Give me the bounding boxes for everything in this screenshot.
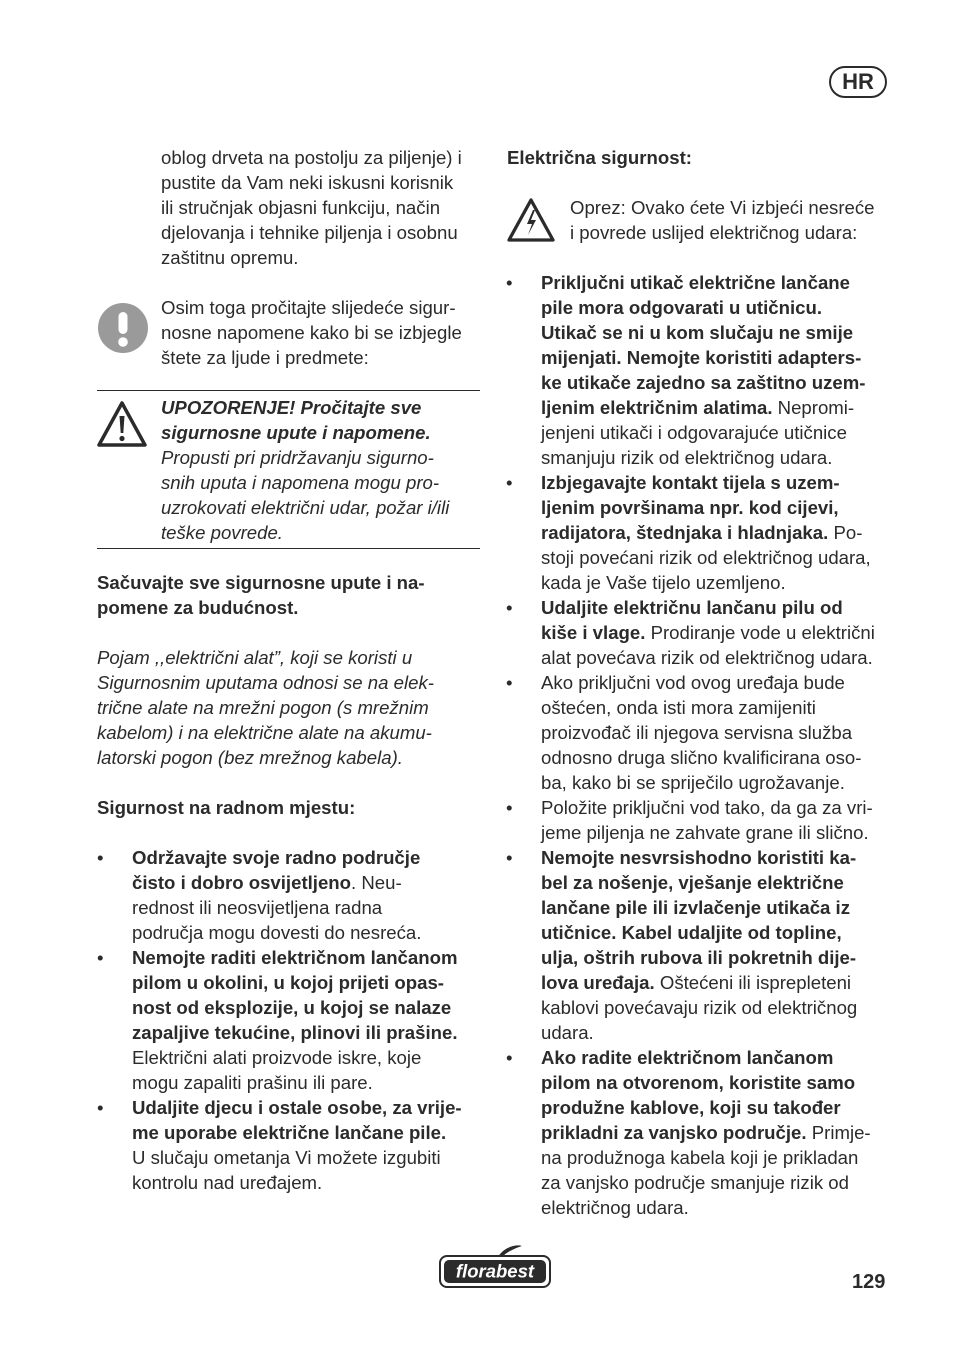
text-run: pilom na otvorenom, koristite samo: [541, 1072, 856, 1093]
list-item: [132, 945, 487, 1095]
text-run: nost od eksplozije, u kojoj se nalaze: [132, 997, 452, 1018]
text-run: kada je Vaše tijelo uzemljeno.: [541, 572, 786, 593]
text-run: Održavajte svoje radno područje: [132, 847, 421, 868]
text-line: [541, 1020, 901, 1045]
text-run: proizvođač ili njegova servisna služba: [541, 722, 853, 743]
text-line: trične alate na mrežni pogon (s mrežnim: [97, 697, 429, 718]
text-line: snih uputa i napomena mogu pro-: [161, 472, 440, 493]
text-line: [541, 620, 901, 645]
text-line: [541, 470, 901, 495]
text-line: oblog drveta na postolju za piljenje) i: [161, 147, 462, 168]
text-line: [132, 1020, 487, 1045]
text-line: [541, 845, 901, 870]
text-run: pile mora odgovarati u utičnicu.: [541, 297, 823, 318]
text-run: mijenjati. Nemojte koristiti adapters-: [541, 347, 862, 368]
text-line: [541, 495, 901, 520]
text-line: [541, 1195, 901, 1220]
text-run: Prodiranje vode u električni: [645, 622, 875, 643]
text-run: ke utikače zajedno sa zaštitno uzem-: [541, 372, 866, 393]
text-line: [541, 420, 901, 445]
text-line: [541, 595, 901, 620]
text-line: Osim toga pročitajte slijedeće sigur-: [161, 297, 456, 318]
text-run: Nepromi-: [772, 397, 855, 418]
text-run: kiše i vlage.: [541, 622, 646, 643]
text-line: [541, 295, 901, 320]
text-run: Priključni utikač električne lančane: [541, 272, 851, 293]
list-item: [541, 595, 901, 670]
text-line: [541, 570, 901, 595]
text-line: [132, 970, 487, 995]
text-line: Električni alati proizvode iskre, koje: [132, 1047, 422, 1068]
text-line: [132, 1120, 487, 1145]
workplace-safety-heading: Sigurnost na radnom mjestu:: [97, 797, 356, 818]
text-run: kablovi povećavaju rizik od električnog: [541, 997, 858, 1018]
text-run: Utikač se ni u kom slučaju ne smije: [541, 322, 854, 343]
text-line: kontrolu nad uređajem.: [132, 1172, 323, 1193]
text-run: ulja, oštrih rubova ili pokretnih dije-: [541, 947, 857, 968]
text-line: nosne napomene kako bi se izbjegle: [161, 322, 462, 343]
text-line: [541, 945, 901, 970]
text-run: udara.: [541, 1022, 594, 1043]
text-run: Ako priključni vod ovog uređaja bude: [541, 672, 845, 693]
text-line: [132, 995, 487, 1020]
text-line: [541, 820, 901, 845]
warning-text: [161, 395, 486, 545]
text-run: . Neu-: [351, 872, 402, 893]
text-line: pustite da Vam neki iskusni korisnik: [161, 172, 454, 193]
text-run: Udaljite električnu lančanu pilu od: [541, 597, 843, 618]
bullet-marker: •: [97, 1097, 104, 1118]
text-run: bel za nošenje, vješanje električne: [541, 872, 844, 893]
text-line: [541, 1120, 901, 1145]
text-line: [541, 920, 901, 945]
text-line: [541, 1145, 901, 1170]
text-line: [541, 1170, 901, 1195]
text-line: [541, 795, 901, 820]
text-run: smanjuju rizik od električnog udara.: [541, 447, 833, 468]
text-run: Udaljite djecu i ostale osobe, za vrije-: [132, 1097, 462, 1118]
svg-text:florabest: florabest: [455, 1260, 535, 1282]
text-run: pilom u okolini, u kojoj prijeti opas-: [132, 972, 444, 993]
list-item: [132, 845, 487, 945]
text-run: utičnice. Kabel udaljite od topline,: [541, 922, 842, 943]
bullet-marker: •: [506, 672, 513, 693]
text-line: Sačuvajte sve sigurnosne upute i na-: [97, 572, 425, 593]
text-run: Položite priključni vod tako, da ga za vri-: [541, 797, 873, 818]
electric-shock-warning-icon: [506, 197, 556, 249]
text-line: [541, 395, 901, 420]
text-line: [541, 695, 901, 720]
text-line: teške povrede.: [161, 522, 283, 543]
text-line: [541, 720, 901, 745]
text-line: kabelom) i na električne alate na akumu-: [97, 722, 432, 743]
text-line: [132, 870, 487, 895]
text-line: ili stručnjak objasni funkciju, način: [161, 197, 441, 218]
text-line: uzrokovati električni udar, požar i/ili: [161, 497, 450, 518]
keep-instructions-heading: [97, 570, 482, 620]
text-line: mogu zapaliti prašinu ili pare.: [132, 1072, 373, 1093]
text-line: [541, 545, 901, 570]
text-line: [541, 670, 901, 695]
text-line: štete za ljude i predmete:: [161, 347, 369, 368]
text-line: [541, 770, 901, 795]
bullet-marker: •: [506, 597, 513, 618]
text-run: alat povećava rizik od električnog udara.: [541, 647, 873, 668]
text-line: [541, 370, 901, 395]
bullet-marker: •: [506, 272, 513, 293]
text-run: odnosno druga slično kvalificirana oso-: [541, 747, 862, 768]
text-line: Pojam ,,električni alat”, koji se koristi u: [97, 647, 413, 668]
text-run: ba, kako bi se spriječilo ugrožavanje.: [541, 772, 845, 793]
text-line: sigurnosne upute i napomene.: [161, 422, 431, 443]
bullet-marker: •: [506, 1047, 513, 1068]
power-tool-term-paragraph: [97, 645, 482, 770]
text-run: Ako radite električnom lančanom: [541, 1047, 834, 1068]
text-run: zapaljive tekućine, plinovi ili prašine.: [132, 1022, 458, 1043]
text-run: Primje-: [806, 1122, 871, 1143]
text-line: [541, 970, 901, 995]
text-line: [132, 1095, 487, 1120]
text-line: [541, 995, 901, 1020]
list-item: [132, 1095, 487, 1195]
text-line: pomene za budućnost.: [97, 597, 299, 618]
text-run: me uporabe električne lančane pile.: [132, 1122, 447, 1143]
text-run: jenjeni utikači i odgovarajuće utičnice: [541, 422, 847, 443]
text-run: radijatora, štednjaka i hladnjaka.: [541, 522, 829, 543]
text-line: [541, 520, 901, 545]
florabest-logo: [438, 1244, 552, 1296]
text-line: [541, 1070, 901, 1095]
list-item: [541, 845, 901, 1045]
page-number: 129: [852, 1271, 886, 1293]
text-run: prikladni za vanjsko područje.: [541, 1122, 807, 1143]
text-run: Po-: [828, 522, 863, 543]
bullet-marker: •: [506, 472, 513, 493]
list-item: [541, 270, 901, 470]
text-line: [132, 945, 487, 970]
text-run: električnog udara.: [541, 1197, 689, 1218]
list-item: [541, 670, 901, 795]
text-line: Propusti pri pridržavanju sigurno-: [161, 447, 434, 468]
exclamation-circle-icon: [97, 302, 149, 360]
text-line: [132, 845, 487, 870]
text-line: [541, 645, 901, 670]
text-line: U slučaju ometanja Vi možete izgubiti: [132, 1147, 441, 1168]
text-line: [541, 1045, 901, 1070]
text-run: ljenim električnim alatima.: [541, 397, 773, 418]
text-line: [541, 320, 901, 345]
text-run: jeme piljenja ne zahvate grane ili slično.: [541, 822, 869, 843]
text-line: [541, 445, 901, 470]
text-line: [541, 895, 901, 920]
text-line: [541, 745, 901, 770]
text-line: rednost ili neosvijetljena radna: [132, 897, 383, 918]
text-line: [541, 870, 901, 895]
electrical-safety-heading: Električna sigurnost:: [507, 147, 692, 168]
text-line: [541, 345, 901, 370]
text-run: Izbjegavajte kontakt tijela s uzem-: [541, 472, 840, 493]
text-run: stoji povećani rizik od električnog udara,: [541, 547, 871, 568]
text-line: Sigurnosnim uputama odnosi se na elek-: [97, 672, 434, 693]
intro-paragraph: [161, 145, 486, 270]
warning-box-top-rule: [97, 390, 480, 391]
bullet-marker: •: [97, 947, 104, 968]
text-run: Nemojte raditi električnom lančanom: [132, 947, 458, 968]
text-run: ljenim površinama npr. kod cijevi,: [541, 497, 839, 518]
text-line: Oprez: Ovako ćete Vi izbjeći nesreće: [570, 197, 875, 218]
text-run: lančane pile ili izvlačenje utikača iz: [541, 897, 851, 918]
text-line: područja mogu dovesti do nesreća.: [132, 922, 422, 943]
language-badge: HR: [829, 66, 887, 98]
warning-box-bottom-rule: [97, 548, 480, 549]
safety-note-paragraph: [161, 295, 486, 370]
list-item: [541, 470, 901, 595]
text-line: [541, 1095, 901, 1120]
text-run: produžne kablove, koji su također: [541, 1097, 841, 1118]
text-line: zaštitnu opremu.: [161, 247, 299, 268]
bullet-marker: •: [506, 847, 513, 868]
caution-paragraph: [570, 195, 895, 245]
text-run: Nemojte nesvrsishodno koristiti ka-: [541, 847, 857, 868]
bullet-marker: •: [97, 847, 104, 868]
text-run: Oštećeni ili isprepleteni: [654, 972, 852, 993]
bullet-marker: •: [506, 797, 513, 818]
text-line: i povrede uslijed električnog udara:: [570, 222, 858, 243]
list-item: [541, 795, 901, 845]
text-line: [541, 270, 901, 295]
warning-triangle-icon: [96, 400, 148, 454]
list-item: [541, 1045, 901, 1220]
text-run: čisto i dobro osvijetljeno: [132, 872, 352, 893]
text-line: djelovanja i tehnike piljenja i osobnu: [161, 222, 458, 243]
text-line: UPOZORENJE! Pročitajte sve: [161, 397, 422, 418]
text-run: oštećen, onda isti mora zamijeniti: [541, 697, 816, 718]
text-run: za vanjsko područje smanjuje rizik od: [541, 1172, 849, 1193]
text-run: na produžnoga kabela koji je prikladan: [541, 1147, 859, 1168]
text-run: lova uređaja.: [541, 972, 655, 993]
text-line: latorski pogon (bez mrežnog kabela).: [97, 747, 403, 768]
